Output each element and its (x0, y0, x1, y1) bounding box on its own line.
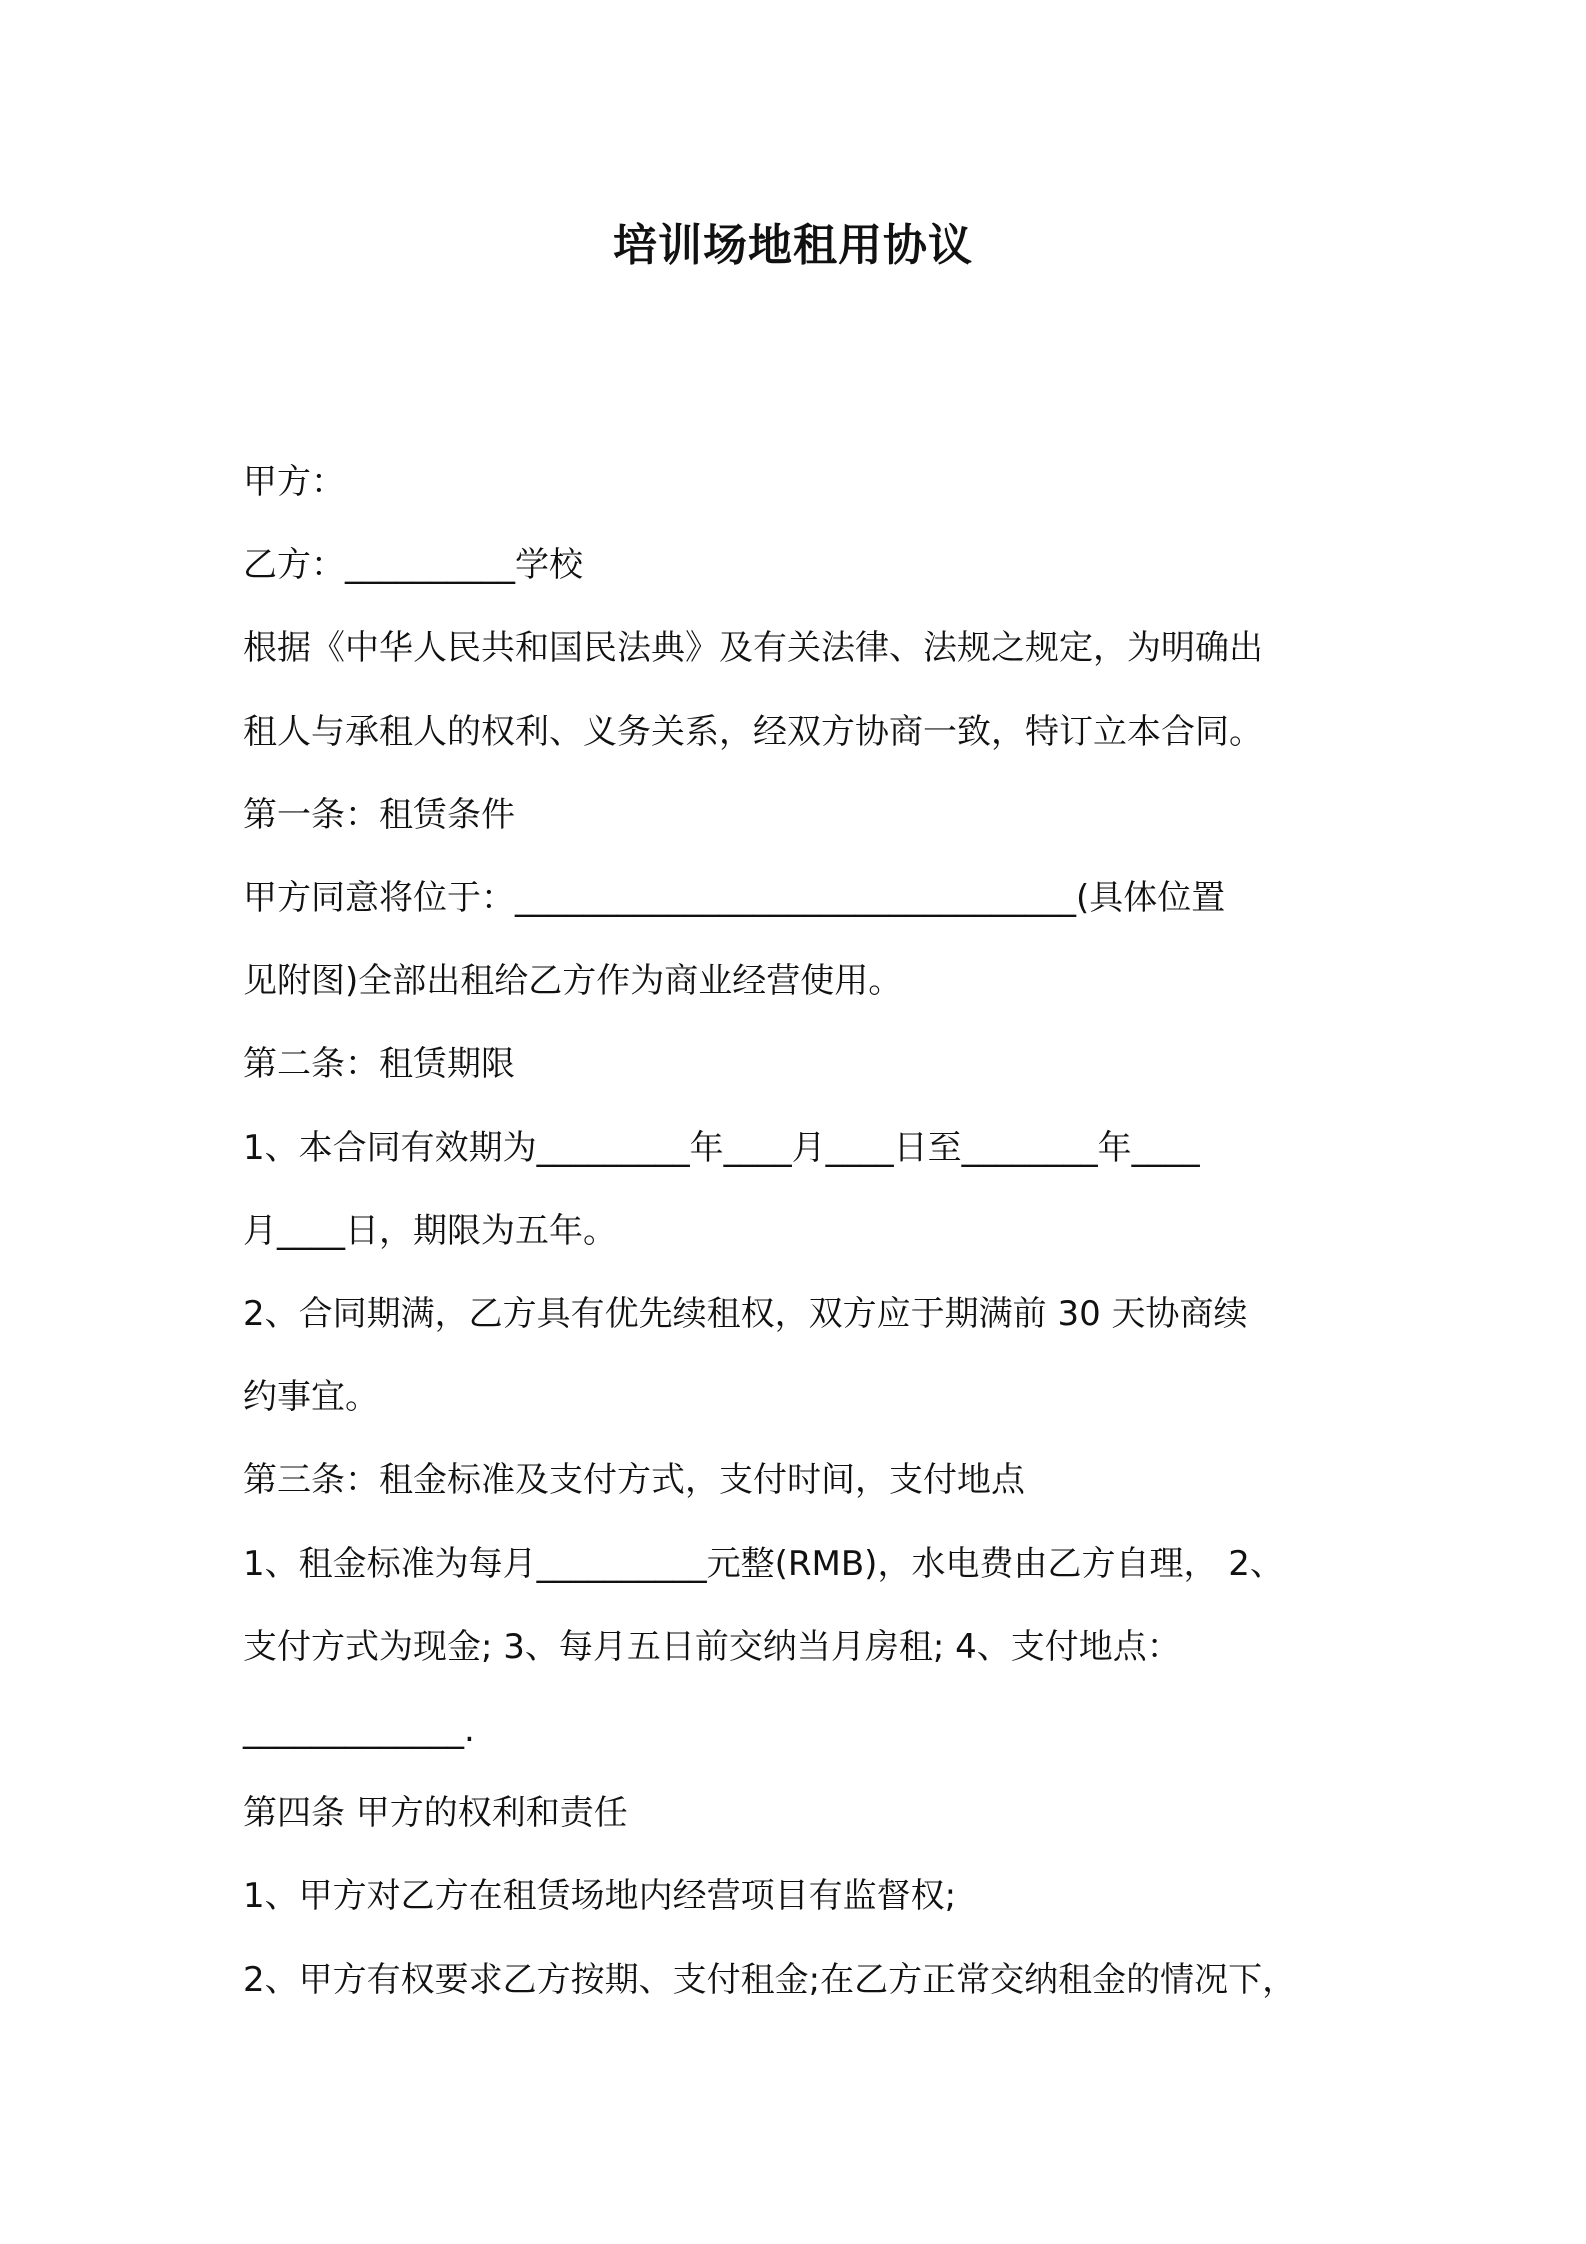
article-1-heading: 第一条：租赁条件 (243, 795, 515, 835)
article-1-text-line-1: 甲方同意将位于：_________________________________(具体位置 (243, 878, 1226, 918)
article-4-heading: 第四条 甲方的权利和责任 (243, 1793, 628, 1833)
party-b-line: 乙方：__________学校 (243, 545, 583, 585)
article-1-text-line-2: 见附图)全部出租给乙方作为商业经营使用。 (243, 961, 903, 1001)
article-3-text-line-2: 支付方式为现金; 3、每月五日前交纳当月房租; 4、支付地点： (243, 1627, 1181, 1667)
article-3-heading: 第三条：租金标准及支付方式，支付时间，支付地点 (243, 1460, 1025, 1500)
article-4-item-1: 1、甲方对乙方在租赁场地内经营项目有监督权; (243, 1876, 957, 1916)
article-4-item-2: 2、甲方有权要求乙方按期、支付租金;在乙方正常交纳租金的情况下， (243, 1960, 1297, 2000)
party-a-line: 甲方： (243, 462, 345, 502)
article-2-item-2-line-2: 约事宜。 (243, 1377, 379, 1417)
article-3-text-line-3: _____________. (243, 1710, 475, 1750)
article-2-item-1-line-2: 月____日，期限为五年。 (243, 1211, 617, 1251)
article-2-item-2-line-1: 2、合同期满，乙方具有优先续租权，双方应于期满前 30 天协商续 (243, 1294, 1248, 1334)
preamble-line-1: 根据《中华人民共和国民法典》及有关法律、法规之规定，为明确出 (243, 628, 1263, 668)
article-3-text-line-1: 1、租金标准为每月__________元整(RMB)，水电费由乙方自理， 2、 (243, 1544, 1284, 1584)
article-2-heading: 第二条：租赁期限 (243, 1044, 515, 1084)
preamble-line-2: 租人与承租人的权利、义务关系，经双方协商一致，特订立本合同。 (243, 712, 1263, 752)
article-2-item-1-line-1: 1、本合同有效期为_________年____月____日至________年____ (243, 1128, 1200, 1168)
document-title: 培训场地租用协议 (613, 220, 973, 271)
